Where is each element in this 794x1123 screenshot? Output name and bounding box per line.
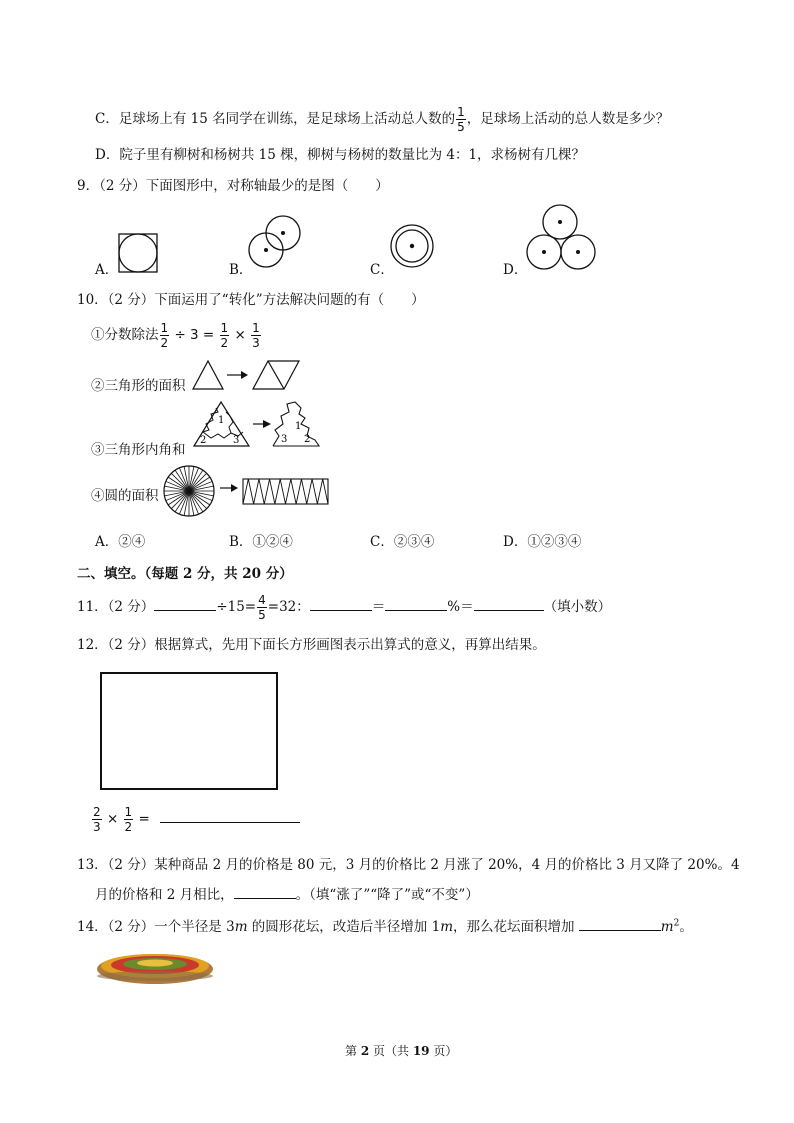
q10-item-4: ④圆的面积 — [91, 488, 159, 504]
q10-triangle-angle-sum — [191, 398, 331, 450]
q12-expression: $\frac{2}{3}$ × $\frac{1}{2}$ = — [91, 806, 300, 833]
svg-text:2: 2 — [304, 434, 311, 445]
q10-circle-to-rectangle — [163, 463, 333, 521]
q9-stem: 9．（2 分）下面图形中，对称轴最少的是图（ ） — [77, 178, 389, 194]
q11-blank-1[interactable] — [154, 598, 216, 611]
q10-item-2: ②三角形的面积 — [91, 378, 186, 394]
q12-answer-blank[interactable] — [160, 810, 300, 823]
q14-blank[interactable] — [579, 918, 661, 931]
q10-item-3: ③三角形内角和 — [91, 442, 186, 458]
section-heading: 二、填空。（每题 2 分，共 20 分） — [77, 566, 293, 582]
q9-option-c-label: C． — [370, 262, 394, 278]
svg-text:1: 1 — [295, 421, 302, 432]
q9-option-a-label: A． — [95, 262, 119, 278]
page-footer: 第 2 页（共 19 页） — [345, 1044, 458, 1058]
q10-option-c: C．②③④ — [370, 534, 435, 550]
q10-option-a: A．②④ — [95, 534, 146, 550]
q11-blank-4[interactable] — [474, 598, 544, 611]
q9-figure-c-concentric-circles — [389, 223, 437, 271]
q8-option-c — [95, 106, 669, 133]
q8c-text-end: ，足球场上活动的总人数是多少？ — [466, 111, 670, 127]
arrow-icon — [241, 371, 248, 379]
q8-option-d: D．院子里有柳树和杨树共 15 棵，柳树与杨树的数量比为 4：1，求杨树有几棵？ — [95, 147, 586, 163]
q10-option-b: B．①②④ — [229, 534, 293, 550]
q9-option-b-label: B． — [229, 262, 253, 278]
q13-blank[interactable] — [234, 886, 296, 899]
q8c-fraction: $\frac{1}{5}$ — [457, 105, 465, 134]
q10-item-1: ①分数除法 $\frac{1}{2}$ ÷ 3 = $\frac{1}{2}$ × $\frac{1}{3}$ — [91, 321, 260, 350]
arrow-icon — [231, 484, 238, 492]
q14: 14．（2 分）一个半径是 3m 的圆形花坛，改造后半径增加 1m，那么花坛面积增加 $m^2$。 — [77, 918, 693, 935]
q13-line-2: 月的价格和 2 月相比， 。（填“涨了”“降了”或“不变”） — [95, 887, 479, 903]
flowerbed-image — [94, 946, 216, 986]
q9-figure-b-two-circles — [248, 214, 306, 272]
svg-text:2: 2 — [200, 435, 207, 446]
q9-option-d-label: D． — [503, 262, 528, 278]
q11-blank-2[interactable] — [310, 598, 372, 611]
q8c-text: C．足球场上有 15 名同学在训练，是足球场上活动总人数的 — [95, 111, 456, 127]
q12-drawing-rectangle[interactable] — [100, 672, 278, 790]
arrow-icon — [263, 420, 271, 428]
q9-figure-d-three-circles — [525, 204, 597, 274]
svg-text:1: 1 — [218, 415, 225, 426]
q12-stem: 12．（2 分）根据算式，先用下面长方形画图表示出算式的意义，再算出结果。 — [77, 637, 546, 653]
q13-line-1: 13．（2 分）某种商品 2 月的价格是 80 元，3 月的价格比 2 月涨了 20%，4 月的价格比 3 月又降了 20%。4 — [77, 857, 740, 873]
svg-text:3: 3 — [233, 435, 240, 446]
svg-text:3: 3 — [281, 434, 288, 445]
q11: 11．（2 分） ÷15= $\frac{4}{5}$ =32： ＝ %＝ （填小数） — [77, 593, 612, 622]
q9-figure-a-square-circle — [117, 232, 161, 276]
q10-stem: 10．（2 分）下面运用了“转化”方法解决问题的有（ ） — [77, 292, 425, 308]
q11-blank-3[interactable] — [385, 598, 447, 611]
q10-option-d: D．①②③④ — [503, 534, 582, 550]
q10-triangle-to-parallelogram — [191, 358, 326, 392]
